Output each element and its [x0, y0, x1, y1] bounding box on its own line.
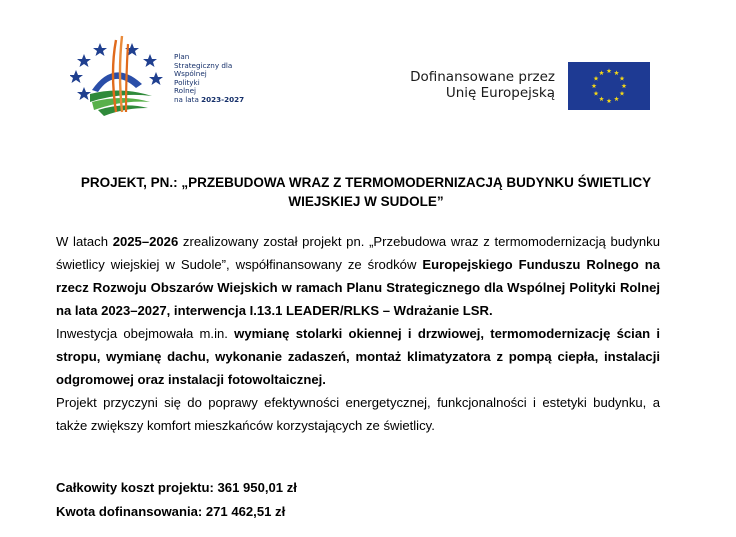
p2-text1: Inwestycja obejmowała m.in.	[56, 326, 235, 341]
p1-text2: zrealizowany został projekt pn. „Przebudowa wraz z termomodernizacją budynku świetlicy wiejskiej w Sudole”, współfinansowany ze środków	[56, 234, 661, 272]
psp-years-prefix: na lata	[174, 94, 202, 104]
p2-scope: wymianę stolarki okiennej i drzwiowej, termomodernizację ścian i stropu, wymianę dachu, wykonanie zadaszeń, montaż klimatyzatora z pompą ciepła, instalacji odgromowej oraz instalacji fotowoltaicznej.	[56, 326, 660, 387]
plan-strategiczny-logo-icon	[70, 32, 174, 118]
title-line2: WIEJSKIEJ W SUDOLE”	[288, 194, 444, 209]
total-cost: Całkowity koszt projektu: 361 950,01 zł	[56, 480, 297, 495]
p3-text1: Projekt przyczyni się do poprawy efektywności energetycznej, funkcjonalności i estetyki budynku, a także zwiększy komfort mieszkańców korzystających ze świetlicy.	[56, 395, 660, 433]
project-costs	[56, 476, 297, 524]
plan-strategiczny-text	[174, 53, 244, 105]
paragraph-benefits	[56, 391, 660, 437]
psp-line-rolnej: Rolnej	[174, 86, 197, 96]
project-description	[56, 230, 660, 437]
p1-text1: W latach	[56, 234, 113, 249]
p1-years: 2025–2026	[112, 234, 179, 249]
plan-strategiczny-logo	[70, 32, 250, 118]
eu-text-line2: Unię Europejską	[445, 85, 555, 101]
paragraph-project	[56, 230, 660, 322]
eu-flag-icon	[568, 62, 650, 110]
eu-cofinanced-text	[398, 69, 555, 101]
psp-line-polityki: Polityki	[174, 77, 200, 87]
psp-line-strategiczny: Strategiczny dla	[174, 60, 233, 70]
psp-years-value: 2023-2027	[201, 94, 245, 104]
psp-line-wspolnej: Wspólnej	[174, 69, 207, 79]
page-title	[56, 173, 676, 211]
psp-line-years	[174, 96, 244, 105]
cofinancing-amount: Kwota dofinansowania: 271 462,51 zł	[56, 504, 286, 519]
title-line1: PROJEKT, PN.: „PRZEBUDOWA WRAZ Z TERMOMODERNIZACJĄ BUDYNKU ŚWIETLICY	[80, 175, 652, 190]
p1-fund: Europejskiego Funduszu Rolnego na rzecz Rozwoju Obszarów Wiejskich w ramach Planu Strategicznego dla Wspólnej Polityki Rolnej na lata 2023–2027, interwencja I.13.1 LEADER/RLKS – Wdrażanie LSR.	[56, 257, 660, 318]
paragraph-investment	[56, 322, 660, 391]
psp-line-plan: Plan	[174, 52, 190, 61]
eu-text-line1: Dofinansowane przez	[410, 69, 555, 85]
